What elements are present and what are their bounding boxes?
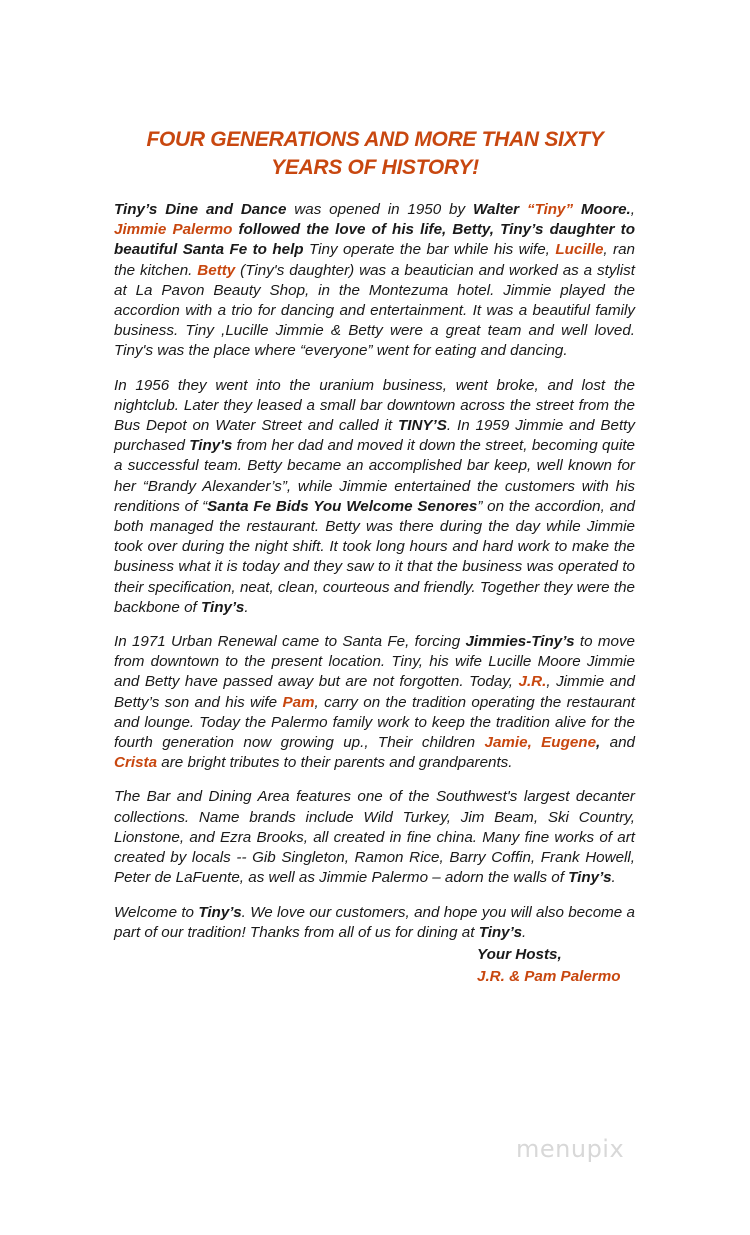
- text-run: Tiny operate the bar while his wife,: [303, 241, 556, 259]
- text-run: , carry on the tradition operating the restaurant and lounge. Today the Palermo family work to keep the tradition alive for the fourth generation now growing up., Their children: [114, 693, 635, 752]
- text-run: . We love our customers, and hope you will also become a part of our tradition! Thanks from all of us for dining at: [114, 903, 636, 941]
- paragraph: [114, 632, 635, 773]
- highlighted-name: Betty: [197, 261, 236, 279]
- text-run: was opened in 1950 by: [286, 201, 473, 218]
- bold-text: Tiny’s: [200, 598, 245, 616]
- bold-text: Tiny’s: [568, 869, 612, 887]
- text-run: , ran the kitchen.: [114, 241, 636, 279]
- title-line-1: FOUR GENERATIONS AND MORE THAN SIXTY: [146, 128, 604, 151]
- text-run: In 1971 Urban Renewal came to Santa Fe, forcing: [114, 633, 466, 651]
- text-run: and: [600, 734, 635, 752]
- bold-text: Jimmies-Tiny’s: [465, 633, 575, 651]
- bold-text: Tiny’s: [198, 903, 242, 921]
- highlighted-name: Pam: [282, 693, 315, 711]
- bold-text: Santa Fe Bids You Welcome Senores: [207, 497, 478, 515]
- paragraph: [114, 903, 635, 943]
- bold-text: followed the love of his life, Betty, Tiny’s daughter to beautiful Santa Fe to help: [114, 221, 635, 259]
- title-line-2: YEARS OF HISTORY!: [271, 156, 479, 179]
- text-run: to move from downtown to the present location. Tiny, his wife Lucille Moore Jimmie and Betty have passed away but are not forgotten. Today,: [114, 633, 635, 691]
- bold-text: Walter: [472, 201, 527, 218]
- text-run: .: [522, 923, 527, 941]
- highlighted-name: Jimmie Palermo: [114, 221, 233, 239]
- text-run: In 1956 they went into the uranium business, went broke, and lost the nightclub. Later they leased a small bar downtown across the street from the Bus Depot on Water Street and called it: [114, 376, 635, 435]
- highlighted-name: J.R.: [518, 673, 547, 691]
- text-run: are bright tributes to their parents and grandparents.: [157, 754, 513, 772]
- paragraph: [114, 787, 635, 888]
- highlighted-name: Jamie, Eugene: [484, 734, 597, 752]
- text-run: Welcome to: [114, 903, 199, 921]
- bold-text: Tiny’s Dine and Dance: [114, 201, 287, 218]
- paragraph: [114, 376, 635, 618]
- bold-text: Moore.: [573, 201, 631, 218]
- text-run: .: [244, 598, 249, 616]
- highlighted-name: Lucille: [555, 241, 604, 259]
- page-title: [100, 126, 650, 182]
- signature-hosts: Your Hosts,: [477, 946, 562, 963]
- paragraph: [114, 200, 635, 362]
- bold-text: TINY’S: [397, 417, 447, 435]
- bold-text: Tiny’s: [478, 923, 523, 941]
- text-run: , Jimmie and Betty’s son and his wife: [114, 673, 635, 711]
- text-run: . In 1959 Jimmie and Betty purchased: [114, 417, 635, 455]
- text-run: ,: [630, 201, 635, 218]
- text-run: from her dad and moved it down the street, becoming quite a successful team. Betty became an accomplished bar keep, well known for her “Brandy Alexander’s”, while Jimmie entertained the customers with his renditions of “: [114, 437, 635, 515]
- signature: [477, 944, 677, 988]
- history-text: [114, 200, 635, 957]
- text-run: ” on the accordion, and both managed the restaurant. Betty was there during the day while Jimmie took over during the night shift. It took long hours and hard work to make the business what it is today and they saw to it that the business was operated to their specification, neat, clean, courteous and friendly. Together they were the backbone of: [114, 497, 635, 616]
- text-run: .: [611, 869, 616, 887]
- highlighted-name: Crista: [114, 754, 158, 772]
- text-run: (Tiny's daughter) was a beautician and worked as a stylist at La Pavon Beauty Shop, in the Montezuma hotel. Jimmie played the accordion with a trio for dancing and entertainment. It was a beautiful family business. Tiny ,Lucille Jimmie & Betty were a great team and well loved. Tiny's was the place where “everyone” went for eating and dancing.: [114, 261, 635, 360]
- highlighted-name: “Tiny”: [526, 201, 574, 218]
- bold-text: ,: [596, 734, 601, 752]
- watermark-logo: menupix: [516, 1135, 625, 1163]
- text-run: The Bar and Dining Area features one of the Southwest's largest decanter collections. Name brands include Wild Turkey, Jim Beam, Ski Country, Lionstone, and Ezra Brooks, all created in fine china. Many fine works of art created by locals -- Gib Singleton, Ramon Rice, Barry Coffin, Frank Howell, Peter de LaFuente, as well as Jimmie Palermo – adorn the walls of: [114, 788, 635, 887]
- bold-text: Tiny's: [189, 437, 233, 455]
- signature-names: J.R. & Pam Palermo: [477, 968, 621, 985]
